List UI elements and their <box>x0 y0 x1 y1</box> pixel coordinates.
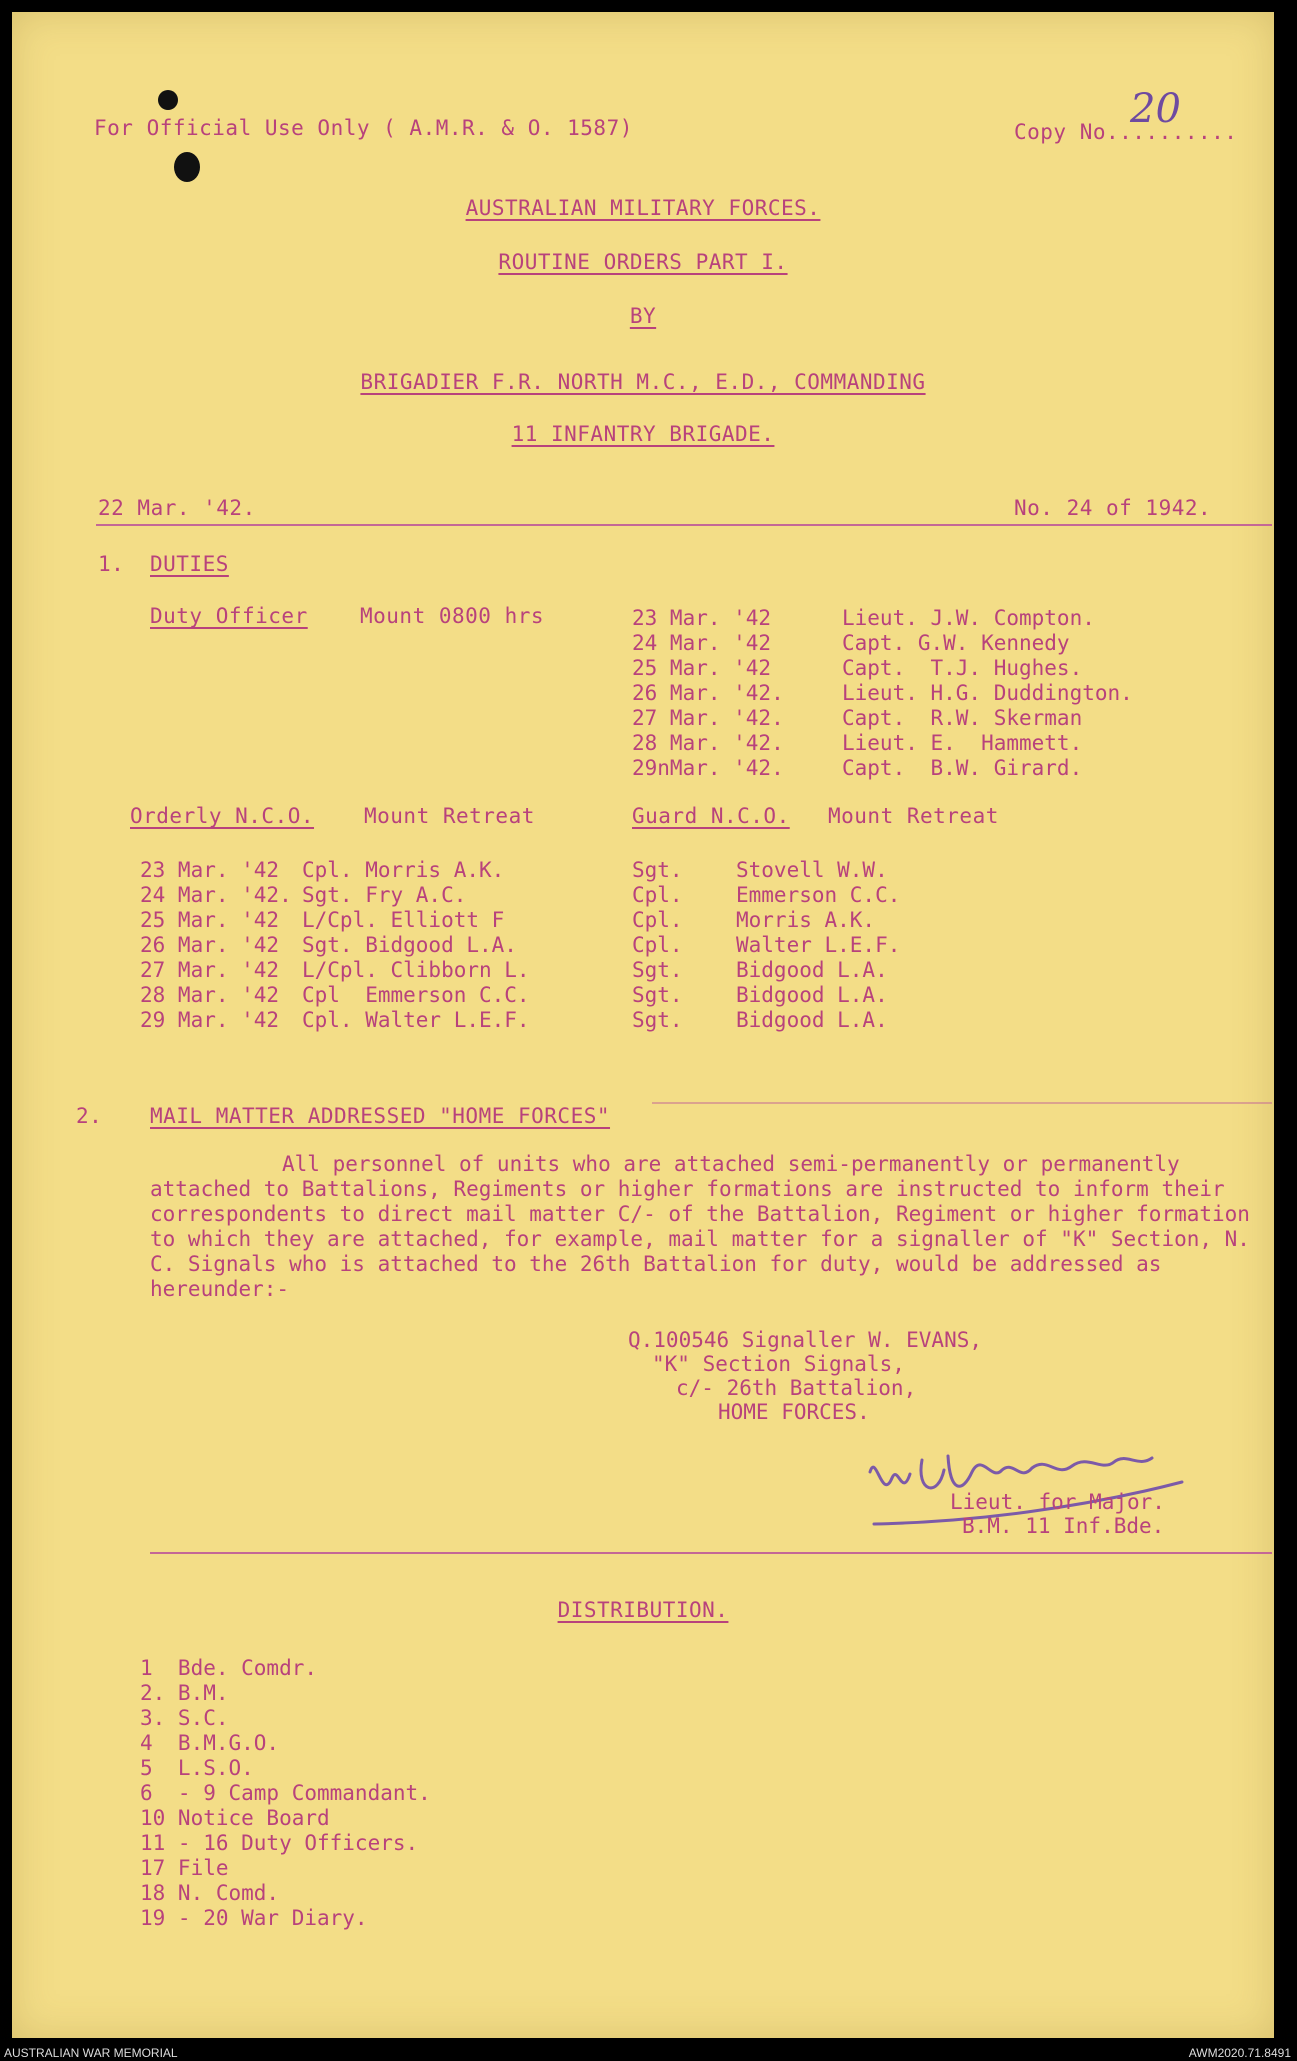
divider-section2 <box>652 1102 1272 1104</box>
duty-name: Lieut. J.W. Compton. <box>842 606 1095 630</box>
address-line: "K" Section Signals, <box>652 1352 905 1376</box>
footer-credit: AUSTRALIAN WAR MEMORIAL <box>4 2046 178 2060</box>
nco-guard: Stovell W.W. <box>736 858 888 882</box>
punch-hole-top <box>158 90 178 110</box>
guard-nco-label: Guard N.C.O. <box>632 804 790 828</box>
nco-guard: Bidgood L.A. <box>736 1008 888 1032</box>
nco-date: 23 Mar. '42 <box>140 858 280 882</box>
signature-title: Lieut. for Major. <box>950 1490 1165 1514</box>
nco-guard: Bidgood L.A. <box>736 958 888 982</box>
section2-heading: MAIL MATTER ADDRESSED "HOME FORCES" <box>150 1104 611 1128</box>
distribution-item: 11 - 16 Duty Officers. <box>140 1831 419 1855</box>
nco-orderly: Sgt. Bidgood L.A. <box>302 933 517 957</box>
handwritten-signature <box>852 1412 1222 1562</box>
nco-date: 24 Mar. '42. <box>140 883 292 907</box>
nco-guard: Walter L.E.F. <box>736 933 901 957</box>
nco-rank: Cpl. <box>632 908 683 932</box>
distribution-item: 18 N. Comd. <box>140 1881 280 1905</box>
divider-top <box>96 524 1272 526</box>
duty-name: Capt. G.W. Kennedy <box>842 631 1070 655</box>
nco-orderly: Cpl Emmerson C.C. <box>302 983 530 1007</box>
duty-name: Lieut. E. Hammett. <box>842 731 1083 755</box>
duty-name: Capt. T.J. Hughes. <box>842 656 1083 680</box>
title-forces: AUSTRALIAN MILITARY FORCES. <box>465 196 821 220</box>
duty-name: Lieut. H.G. Duddington. <box>842 681 1133 705</box>
distribution-item: 3. S.C. <box>140 1706 229 1730</box>
copy-number-handwritten: 20 <box>1130 86 1181 132</box>
title-routine-orders: ROUTINE ORDERS PART I. <box>498 250 788 274</box>
nco-rank: Sgt. <box>632 983 683 1007</box>
duty-name: Capt. R.W. Skerman <box>842 706 1083 730</box>
nco-orderly: Cpl. Walter L.E.F. <box>302 1008 530 1032</box>
duty-date: 23 Mar. '42 <box>632 606 772 630</box>
nco-date: 28 Mar. '42 <box>140 983 280 1007</box>
nco-guard: Bidgood L.A. <box>736 983 888 1007</box>
title-commander: BRIGADIER F.R. NORTH M.C., E.D., COMMANDING <box>360 370 926 394</box>
section1-heading: DUTIES <box>150 552 229 576</box>
duty-date: 29nMar. '42. <box>632 756 784 780</box>
order-date: 22 Mar. '42. <box>98 496 256 520</box>
distribution-item: 17 File <box>140 1856 229 1880</box>
section2-number: 2. <box>76 1104 103 1128</box>
footer-accession: AWM2020.71.8491 <box>1188 2046 1291 2060</box>
distribution-item: 6 - 9 Camp Commandant. <box>140 1781 431 1805</box>
duty-officer-mount: Mount 0800 hrs <box>360 604 545 628</box>
document-page <box>12 12 1274 2038</box>
nco-orderly: Cpl. Morris A.K. <box>302 858 505 882</box>
nco-guard: Morris A.K. <box>736 908 876 932</box>
nco-rank: Cpl. <box>632 883 683 907</box>
duty-date: 27 Mar. '42. <box>632 706 784 730</box>
signature-unit: B.M. 11 Inf.Bde. <box>962 1514 1165 1538</box>
address-line: c/- 26th Battalion, <box>676 1376 917 1400</box>
address-line: Q.100546 Signaller W. EVANS, <box>628 1328 983 1352</box>
nco-rank: Sgt. <box>632 1008 683 1032</box>
nco-date: 25 Mar. '42 <box>140 908 280 932</box>
section2-body: All personnel of units who are attached semi-permanently or permanently attached to Battalions, Regiments or higher formations are instructed to inform their correspondents to direct mail matter C/- of the Battalion, Regiment or higher formation to which they are attached, for example, mail matter for a signaller of "K" Section, N. C. Signals who is attached to the 26th Battalion for duty, would be addressed as hereunder:- <box>150 1152 1250 1301</box>
nco-rank: Cpl. <box>632 933 683 957</box>
nco-date: 26 Mar. '42 <box>140 933 280 957</box>
distribution-title: DISTRIBUTION. <box>557 1598 729 1622</box>
duty-date: 25 Mar. '42 <box>632 656 772 680</box>
distribution-item: 2. B.M. <box>140 1681 229 1705</box>
section1-number: 1. <box>98 552 125 576</box>
duty-officer-label: Duty Officer <box>150 604 308 628</box>
nco-rank: Sgt. <box>632 858 683 882</box>
nco-orderly: L/Cpl. Elliott F <box>302 908 505 932</box>
distribution-item: 4 B.M.G.O. <box>140 1731 280 1755</box>
nco-rank: Sgt. <box>632 958 683 982</box>
distribution-item: 10 Notice Board <box>140 1806 330 1830</box>
order-number: No. 24 of 1942. <box>1014 496 1212 520</box>
orderly-nco-mount: Mount Retreat <box>364 804 535 828</box>
duty-date: 28 Mar. '42. <box>632 731 784 755</box>
duty-date: 24 Mar. '42 <box>632 631 772 655</box>
distribution-item: 5 L.S.O. <box>140 1756 254 1780</box>
copy-number-label: Copy No.......... <box>1014 120 1238 144</box>
nco-orderly: L/Cpl. Clibborn L. <box>302 958 530 982</box>
nco-date: 27 Mar. '42 <box>140 958 280 982</box>
orderly-nco-label: Orderly N.C.O. <box>130 804 315 828</box>
nco-date: 29 Mar. '42 <box>140 1008 280 1032</box>
title-brigade: 11 INFANTRY BRIGADE. <box>511 422 775 446</box>
duty-date: 26 Mar. '42. <box>632 681 784 705</box>
address-line: HOME FORCES. <box>718 1400 870 1424</box>
punch-hole-bottom <box>174 152 200 182</box>
title-by: BY <box>629 304 657 328</box>
nco-guard: Emmerson C.C. <box>736 883 901 907</box>
duty-name: Capt. B.W. Girard. <box>842 756 1083 780</box>
official-use-header: For Official Use Only ( A.M.R. & O. 1587) <box>94 116 633 140</box>
distribution-item: 19 - 20 War Diary. <box>140 1906 368 1930</box>
divider-distribution <box>150 1552 1272 1554</box>
nco-orderly: Sgt. Fry A.C. <box>302 883 467 907</box>
distribution-item: 1 Bde. Comdr. <box>140 1656 318 1680</box>
guard-nco-mount: Mount Retreat <box>828 804 999 828</box>
